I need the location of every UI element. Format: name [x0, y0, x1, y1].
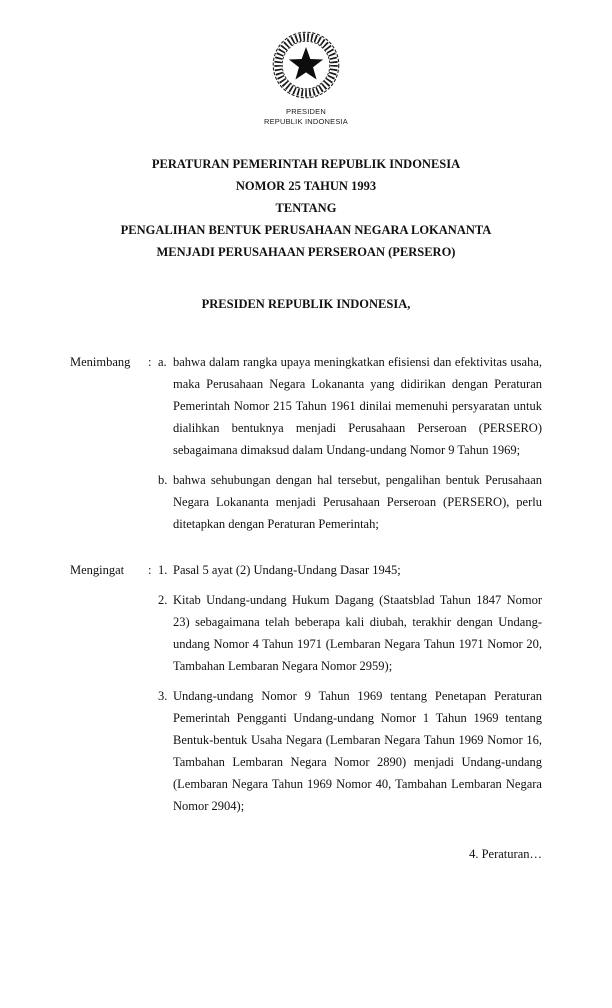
clause-label-menimbang: Menimbang [70, 355, 131, 369]
clause-colon-empty [148, 685, 158, 817]
item-text: bahwa dalam rangka upaya meningkatkan efisiensi dan efektivitas usaha, maka Perusahaan Negara Lokananta yang didirikan dengan Peraturan Pemerintah Nomor 215 Tahun 1961 dinilai memenuhi persyaratan untuk dialihkan bentuknya menjadi Perusahaan Perseroan (PERSERO) sebagaimana dimaksud dalam Undang-undang Nomor 9 Tahun 1969; [173, 355, 542, 457]
letterhead-text [70, 107, 542, 127]
clause-row-mengingat-3 [70, 685, 542, 817]
clause-colon: : [148, 563, 152, 577]
title-line-number: NOMOR 25 TAHUN 1993 [235, 179, 377, 193]
title-line-subject-2: MENJADI PERUSAHAAN PERSEROAN (PERSERO) [156, 245, 456, 259]
item-marker: 2. [158, 593, 168, 607]
clause-colon: : [148, 355, 152, 369]
clause-row-mengingat-2 [70, 589, 542, 677]
clause-row-mengingat-1 [70, 559, 542, 581]
letterhead-line-presiden: PRESIDEN [286, 107, 326, 116]
title-line-tentang: TENTANG [275, 201, 337, 215]
title-line-subject-1: PENGALIHAN BENTUK PERUSAHAAN NEGARA LOKANANTA [120, 223, 492, 237]
item-text: bahwa sehubungan dengan hal tersebut, pengalihan bentuk Perusahaan Negara Lokananta menjadi Perusahaan Perseroan (PERSERO), perlu ditetapkan dengan Peraturan Pemerintah; [173, 473, 542, 531]
clause-label-mengingat: Mengingat [70, 563, 125, 577]
clause-row-menimbang-a [70, 351, 542, 461]
item-marker: 1. [158, 563, 168, 577]
clauses [70, 351, 542, 817]
clause-colon-empty [148, 589, 158, 677]
letterhead-line-republik: REPUBLIK INDONESIA [263, 117, 349, 126]
page-continuation-marker: 4. Peraturan… [469, 847, 542, 861]
item-marker: 3. [158, 689, 168, 703]
presidential-seal-icon [269, 28, 343, 102]
item-marker: a. [158, 355, 167, 369]
preamble-heading: PRESIDEN REPUBLIK INDONESIA, [201, 297, 411, 311]
clause-colon-empty [148, 469, 158, 535]
item-text: Kitab Undang-undang Hukum Dagang (Staatsblad Tahun 1847 Nomor 23) sebagaimana telah beberapa kali diubah, terakhir dengan Undang-undang Nomor 4 Tahun 1971 (Lembaran Negara Tahun 1971 Nomor 20, Tambahan Lembaran Negara Nomor 2959); [173, 593, 542, 673]
clause-label-empty [70, 589, 148, 677]
item-text: Pasal 5 ayat (2) Undang-Undang Dasar 1945; [173, 563, 401, 577]
item-marker: b. [158, 473, 168, 487]
item-text: Undang-undang Nomor 9 Tahun 1969 tentang Penetapan Peraturan Pemerintah Pengganti Undang-undang Nomor 1 Tahun 1969 tentang Bentuk-bentuk Usaha Negara (Lembaran Negara Tahun 1969 Nomor 16, Tambahan Lembaran Negara Nomor 2890) menjadi Undang-undang (Lembaran Negara Tahun 1969 Nomor 40, Tambahan Lembaran Negara Nomor 2904); [173, 689, 542, 813]
title-line-regulation: PERATURAN PEMERINTAH REPUBLIK INDONESIA [151, 157, 461, 171]
clause-label-empty [70, 685, 148, 817]
clause-label-empty [70, 469, 148, 535]
letterhead [70, 28, 542, 127]
title-block [70, 153, 542, 263]
clause-row-menimbang-b [70, 469, 542, 535]
